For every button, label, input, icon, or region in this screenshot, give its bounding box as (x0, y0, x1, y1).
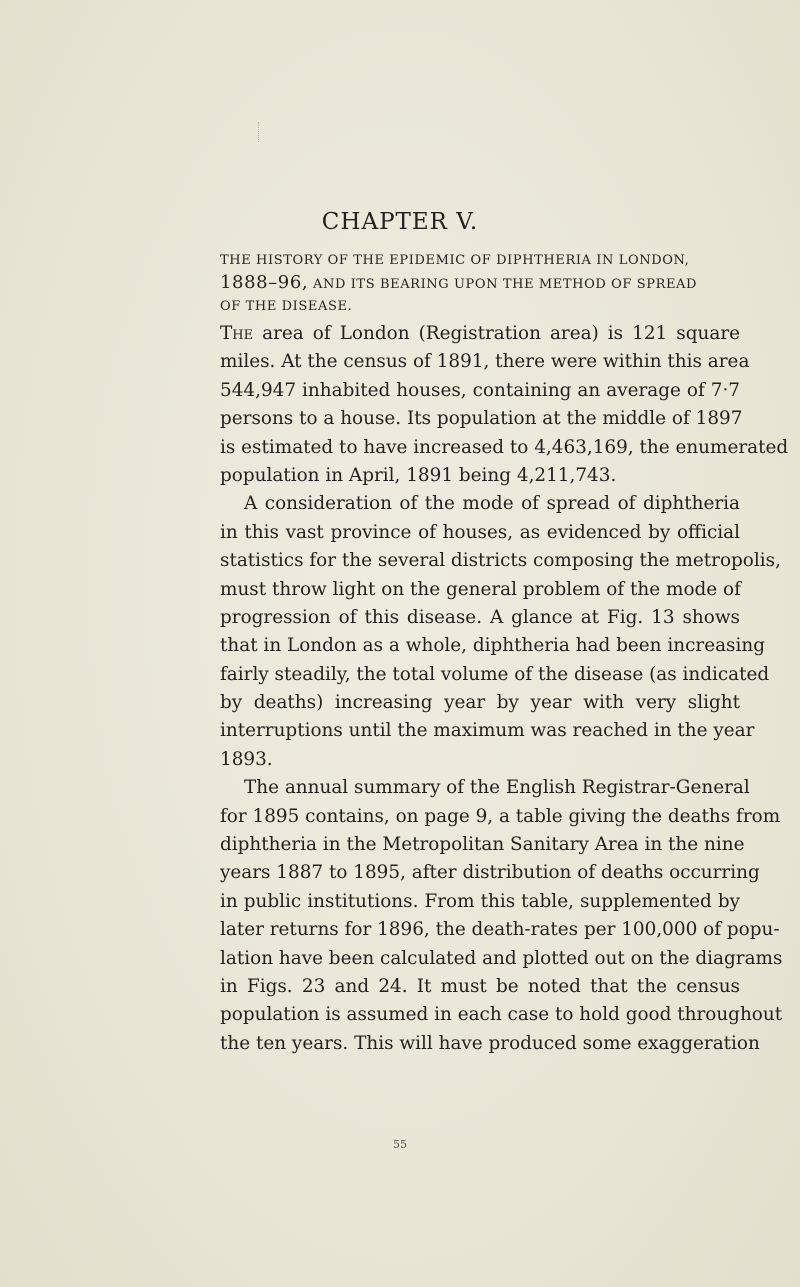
opening-word: The (220, 323, 254, 344)
text-line: the ten years. This will have produced some exaggeration (220, 1032, 760, 1054)
text-line: 544,947 inhabited houses, containing an average of 7·7 (220, 379, 740, 401)
text-line: statistics for the several districts composing the metropolis, (220, 550, 781, 572)
heading-line-1: THE HISTORY OF THE EPIDEMIC OF DIPHTHERIA IN LONDON, (220, 253, 690, 268)
paper-blemish (258, 122, 262, 142)
text-line: interruptions until the maximum was reached in the year (220, 720, 755, 742)
text-line: population is assumed in each case to hold good throughout (220, 1004, 783, 1026)
page-number: 55 (393, 1138, 407, 1151)
text-line: 1893. (220, 748, 273, 770)
heading-years: 1888–96, (220, 272, 309, 293)
heading-line-2 (220, 272, 740, 296)
text-line: in Figs. 23 and 24. It must be noted that the census (220, 975, 740, 997)
heading-line-3: OF THE DISEASE. (220, 299, 353, 314)
chapter-heading (220, 250, 740, 318)
text-line: that in London as a whole, diphtheria had been increasing (220, 635, 765, 657)
text-line: area of London (Registration area) is 121 square (253, 323, 740, 344)
text-line: must throw light on the general problem of the mode of (220, 578, 741, 600)
text-line: in public institutions. From this table, supplemented by (220, 890, 740, 912)
text-line: miles. At the census of 1891, there were within this area (220, 351, 750, 373)
text-line: in this vast province of houses, as evidenced by official (220, 521, 740, 543)
body-text (220, 320, 789, 1058)
paragraph-2-line-1: A consideration of the mode of spread of diphtheria (244, 493, 740, 515)
text-line: years 1887 to 1895, after distribution of deaths occurring (220, 862, 760, 884)
text-line: lation have been calculated and plotted out on the diagrams (220, 947, 783, 969)
text-line: diphtheria in the Metropolitan Sanitary Area in the nine (220, 834, 745, 856)
text-line: progression of this disease. A glance at Fig. 13 shows (220, 606, 740, 628)
text-line: for 1895 contains, on page 9, a table giving the deaths from (220, 805, 781, 827)
chapter-title: CHAPTER V. (321, 209, 479, 235)
heading-line-2-text: AND ITS BEARING UPON THE METHOD OF SPREAD (308, 277, 698, 292)
paragraph-1-line-1 (220, 320, 740, 348)
text-line: later returns for 1896, the death-rates per 100,000 of popu- (220, 919, 780, 941)
paragraph-3-line-1: The annual summary of the English Registrar-General (244, 777, 750, 799)
text-line: population in April, 1891 being 4,211,743. (220, 464, 617, 486)
text-line: by deaths) increasing year by year with very slight (220, 692, 740, 714)
text-line: persons to a house. Its population at the middle of 1897 (220, 408, 743, 430)
text-line: fairly steadily, the total volume of the disease (as indicated (220, 663, 770, 685)
text-line: is estimated to have increased to 4,463,169, the enumerated (220, 436, 789, 458)
